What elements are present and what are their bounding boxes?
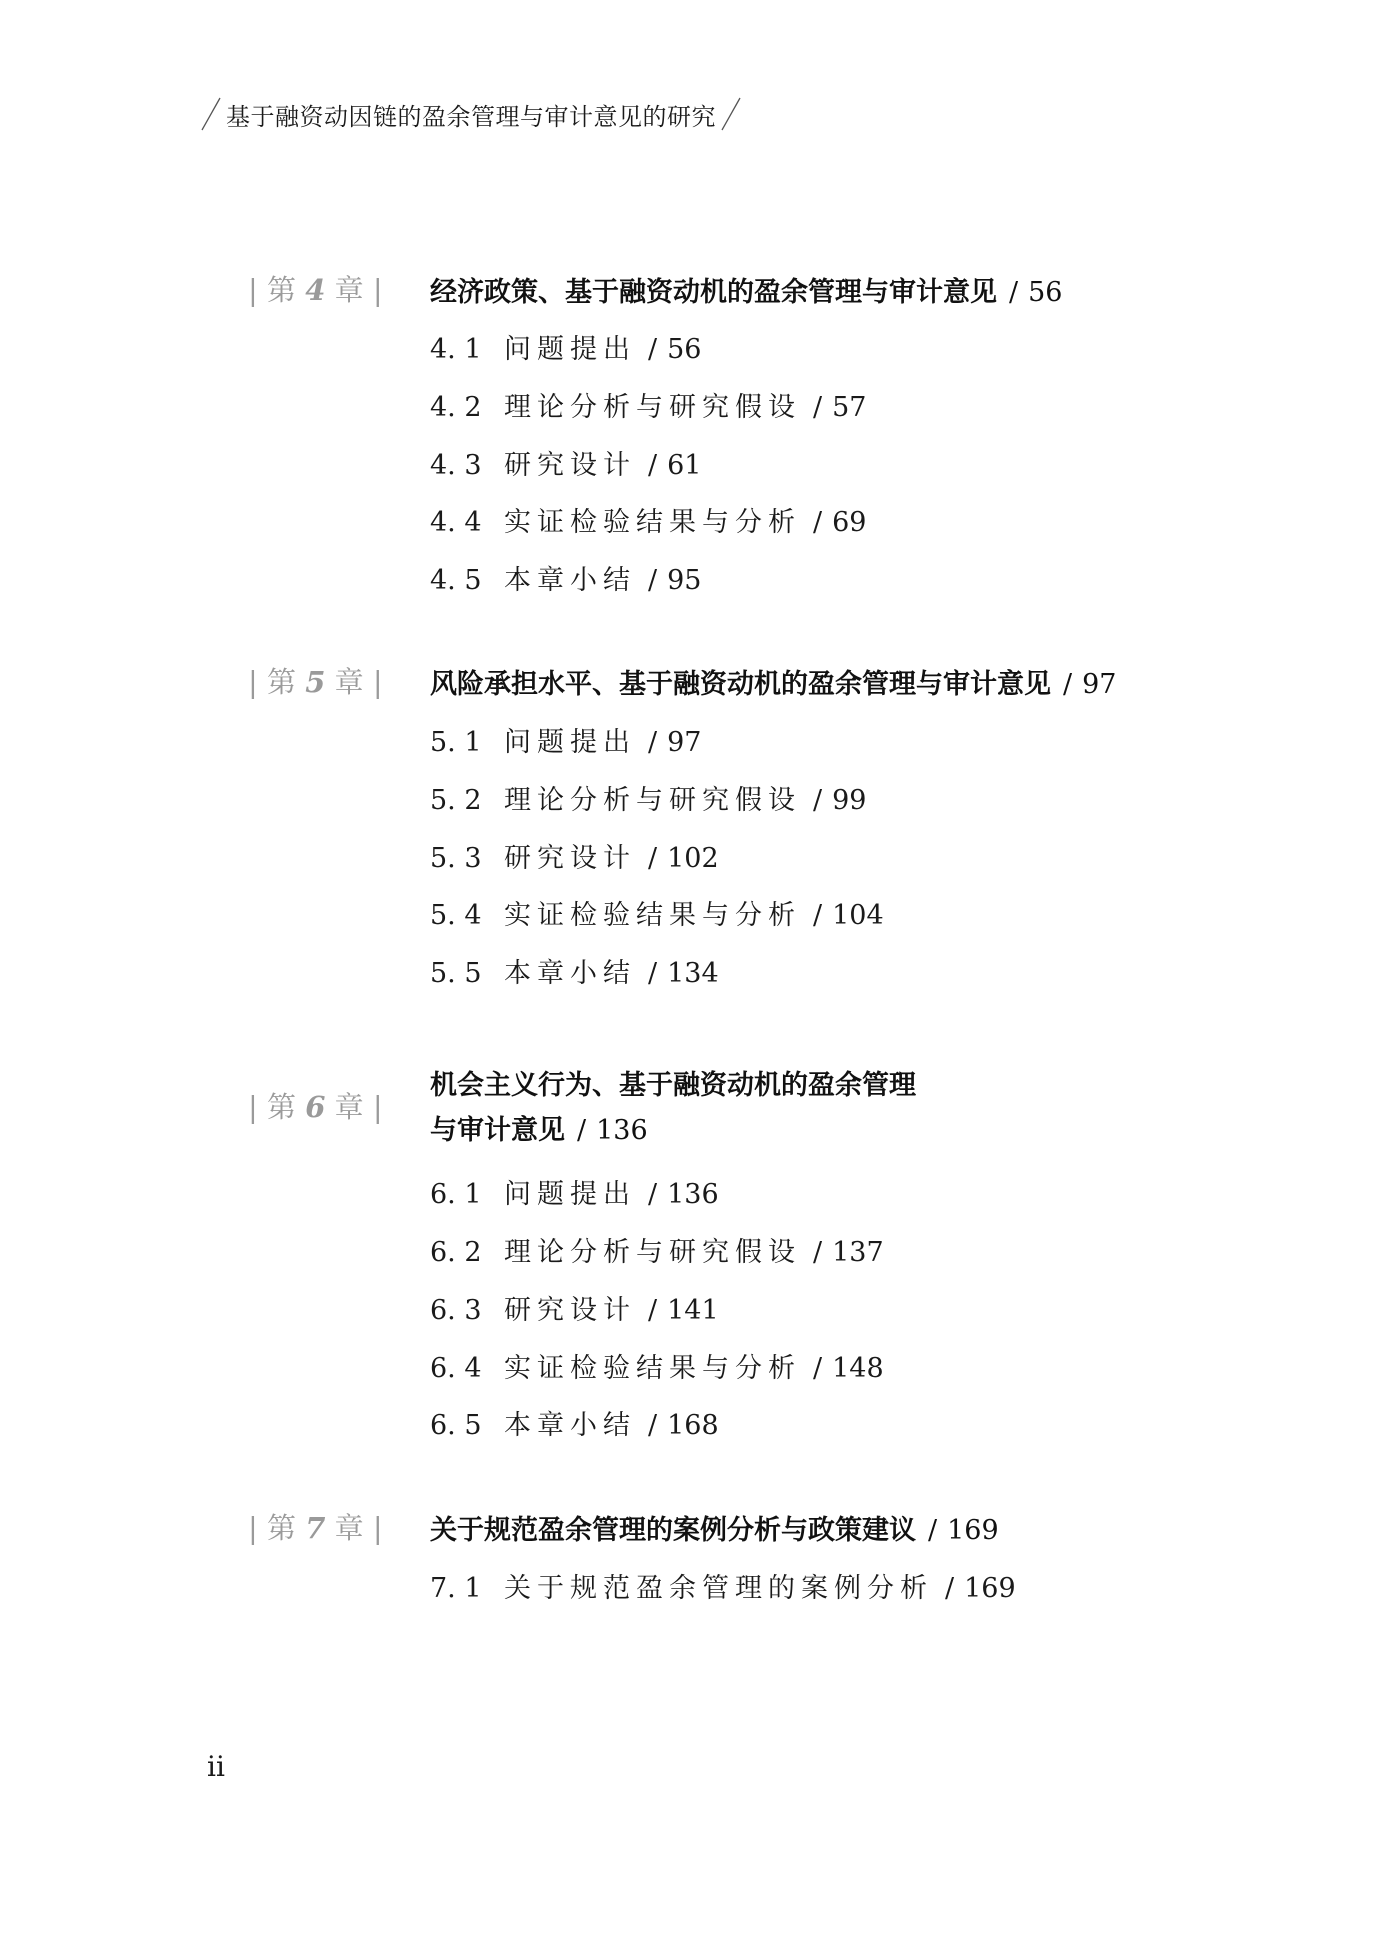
toc-entry[interactable]: 6. 2 理论分析与研究假设 / 137	[430, 1237, 884, 1268]
header-slash-right-icon	[720, 96, 742, 132]
chapter-title[interactable]: 经济政策、基于融资动机的盈余管理与审计意见 / 56	[430, 277, 1063, 308]
chapter-label: | 第 7 章 |	[248, 1511, 383, 1545]
running-title: 基于融资动因链的盈余管理与审计意见的研究	[226, 102, 716, 131]
chapter-title-continued[interactable]: 与审计意见 / 136	[430, 1115, 648, 1146]
header-slash-left-icon	[200, 96, 222, 132]
toc-entry[interactable]: 6. 5 本章小结 / 168	[430, 1410, 719, 1441]
toc-entry[interactable]: 4. 3 研究设计 / 61	[430, 450, 702, 481]
toc-entry[interactable]: 5. 1 问题提出 / 97	[430, 727, 702, 758]
toc-entry[interactable]: 4. 1 问题提出 / 56	[430, 334, 702, 365]
toc-entry[interactable]: 5. 5 本章小结 / 134	[430, 958, 719, 989]
toc-entry[interactable]: 5. 4 实证检验结果与分析 / 104	[430, 900, 884, 931]
toc-entry[interactable]: 6. 3 研究设计 / 141	[430, 1295, 719, 1326]
toc-entry[interactable]: 6. 4 实证检验结果与分析 / 148	[430, 1353, 884, 1384]
page-number: ii	[207, 1750, 225, 1783]
toc-entry[interactable]: 4. 5 本章小结 / 95	[430, 565, 702, 596]
toc-entry[interactable]: 7. 1 关于规范盈余管理的案例分析 / 169	[430, 1573, 1016, 1604]
chapter-title[interactable]: 机会主义行为、基于融资动机的盈余管理	[430, 1070, 916, 1101]
toc-entry[interactable]: 4. 4 实证检验结果与分析 / 69	[430, 507, 867, 538]
toc-entry[interactable]: 5. 3 研究设计 / 102	[430, 843, 719, 874]
chapter-label: | 第 6 章 |	[248, 1090, 383, 1124]
chapter-label: | 第 4 章 |	[248, 273, 383, 307]
chapter-title[interactable]: 关于规范盈余管理的案例分析与政策建议 / 169	[430, 1515, 999, 1546]
toc-entry[interactable]: 4. 2 理论分析与研究假设 / 57	[430, 392, 867, 423]
chapter-label: | 第 5 章 |	[248, 665, 383, 699]
chapter-title[interactable]: 风险承担水平、基于融资动机的盈余管理与审计意见 / 97	[430, 669, 1117, 700]
running-header	[200, 96, 742, 132]
toc-entry[interactable]: 6. 1 问题提出 / 136	[430, 1179, 719, 1210]
toc-entry[interactable]: 5. 2 理论分析与研究假设 / 99	[430, 785, 867, 816]
